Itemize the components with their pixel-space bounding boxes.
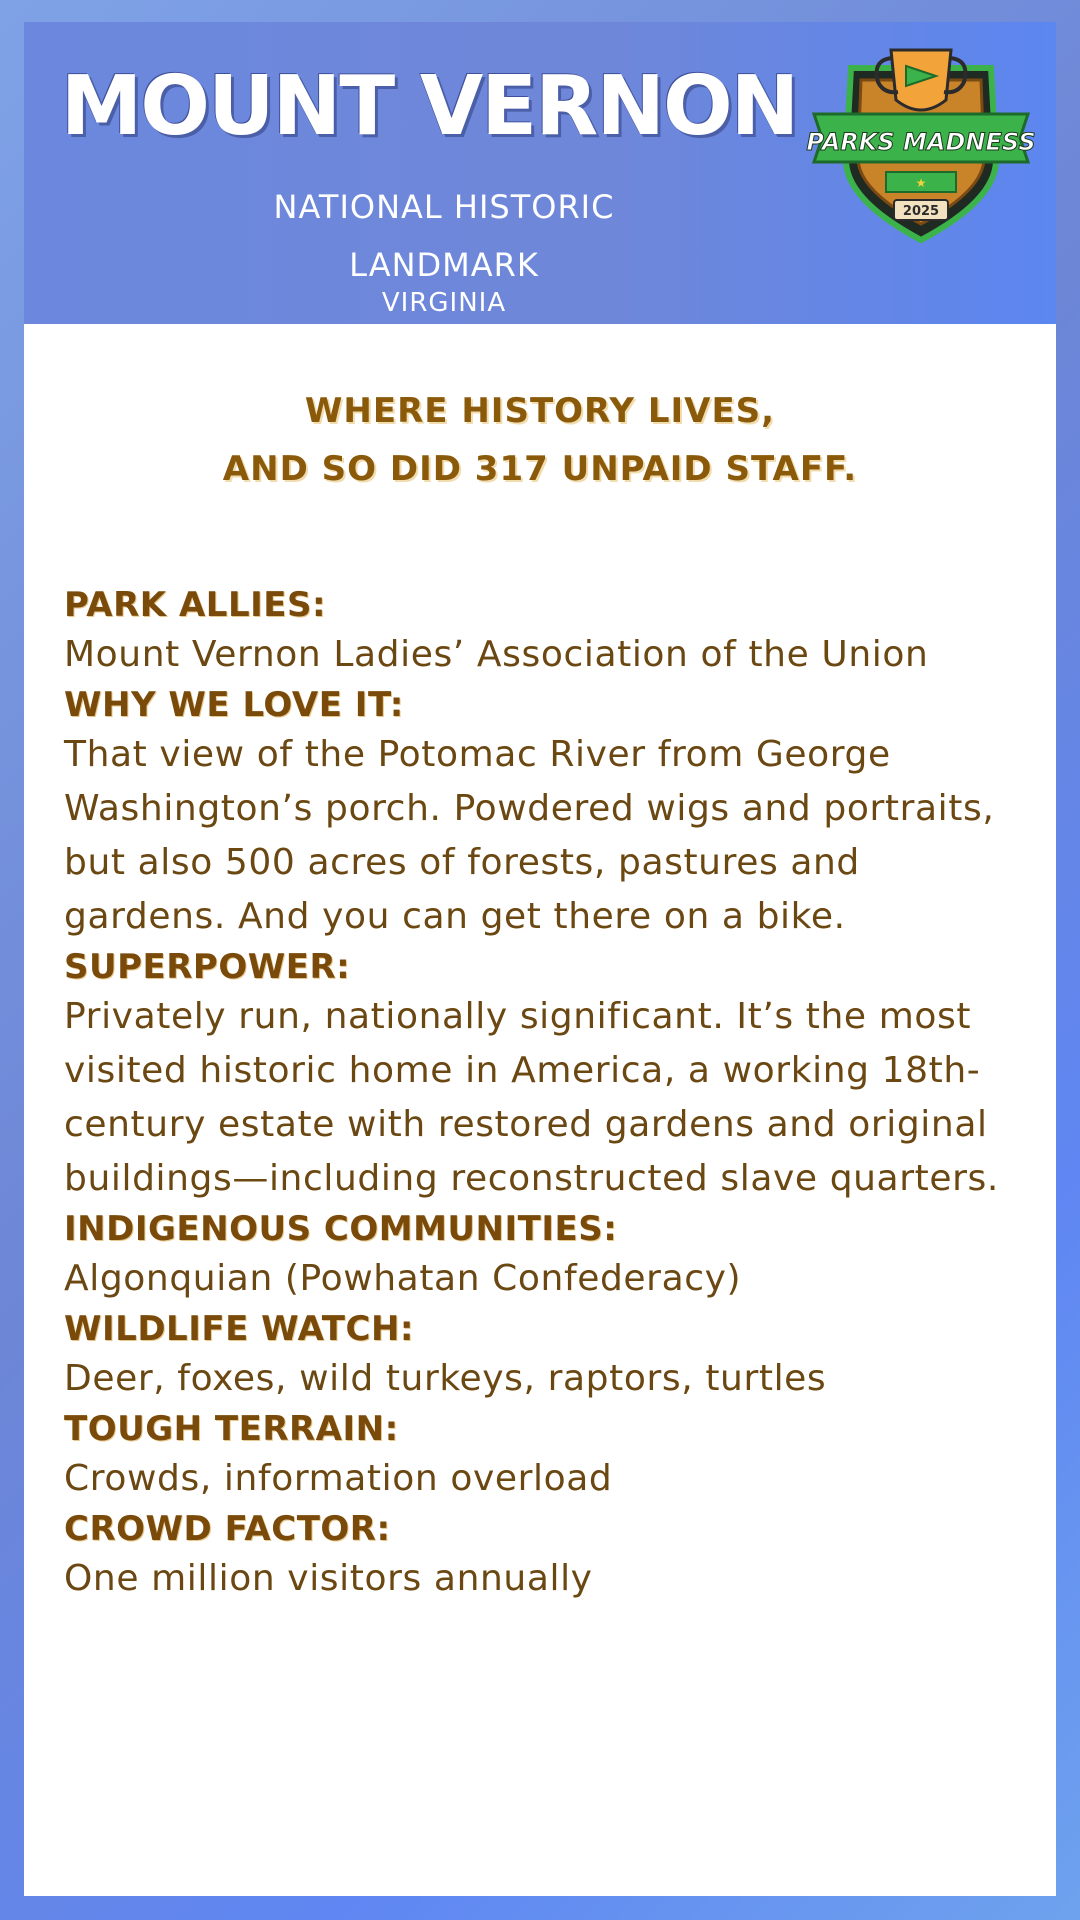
section-body: Crowds, information overload bbox=[64, 1458, 613, 1499]
section-park-allies bbox=[64, 582, 1024, 682]
content-card bbox=[24, 324, 1056, 1896]
state-label: VIRGINIA bbox=[381, 288, 507, 318]
section-crowd-factor bbox=[64, 1506, 1024, 1606]
tagline-line-2: AND SO DID 317 UNPAID STAFF. bbox=[222, 449, 858, 489]
section-body: Algonquian (Powhatan Confederacy) bbox=[64, 1258, 742, 1299]
logo-year: 2025 bbox=[902, 204, 940, 219]
section-superpower bbox=[64, 944, 1024, 1206]
section-why-we-love-it bbox=[64, 682, 1024, 944]
section-body: Mount Vernon Ladies’ Association of the Union bbox=[64, 634, 929, 675]
section-heading: CROWD FACTOR: bbox=[64, 1509, 391, 1549]
section-body: One million visitors annually bbox=[64, 1558, 593, 1599]
section-heading: PARK ALLIES: bbox=[64, 585, 327, 625]
designation-line-2: LANDMARK bbox=[349, 246, 539, 284]
section-body: Deer, foxes, wild turkeys, raptors, turtles bbox=[64, 1358, 827, 1399]
section-heading: INDIGENOUS COMMUNITIES: bbox=[64, 1209, 618, 1249]
section-indigenous-communities bbox=[64, 1206, 1024, 1306]
trophy-shield-icon bbox=[806, 40, 1036, 250]
logo-text: PARKS MADNESS bbox=[806, 128, 1036, 156]
svg-text:★: ★ bbox=[915, 176, 927, 190]
tagline-line-1: WHERE HISTORY LIVES, bbox=[304, 391, 776, 431]
park-info bbox=[64, 582, 1024, 1606]
section-heading: TOUGH TERRAIN: bbox=[64, 1409, 399, 1449]
page-title: MOUNT VERNON bbox=[60, 59, 798, 154]
parks-madness-logo bbox=[806, 40, 1036, 250]
designation bbox=[224, 178, 664, 294]
section-tough-terrain bbox=[64, 1406, 1024, 1506]
designation-line-1: NATIONAL HISTORIC bbox=[273, 188, 615, 226]
section-wildlife-watch bbox=[64, 1306, 1024, 1406]
section-heading: WHY WE LOVE IT: bbox=[64, 685, 404, 725]
section-body: Privately run, nationally significant. It’s the most visited historic home in America, a working 18th-century estate with restored gardens and original buildings—including reconstructed slave quarters. bbox=[64, 996, 999, 1199]
section-heading: SUPERPOWER: bbox=[64, 947, 351, 987]
section-heading: WILDLIFE WATCH: bbox=[64, 1309, 414, 1349]
section-body: That view of the Potomac River from George Washington’s porch. Powdered wigs and portraits, but also 500 acres of forests, pastures and gardens. And you can get there on a bike. bbox=[64, 734, 995, 937]
tagline bbox=[24, 382, 1056, 498]
